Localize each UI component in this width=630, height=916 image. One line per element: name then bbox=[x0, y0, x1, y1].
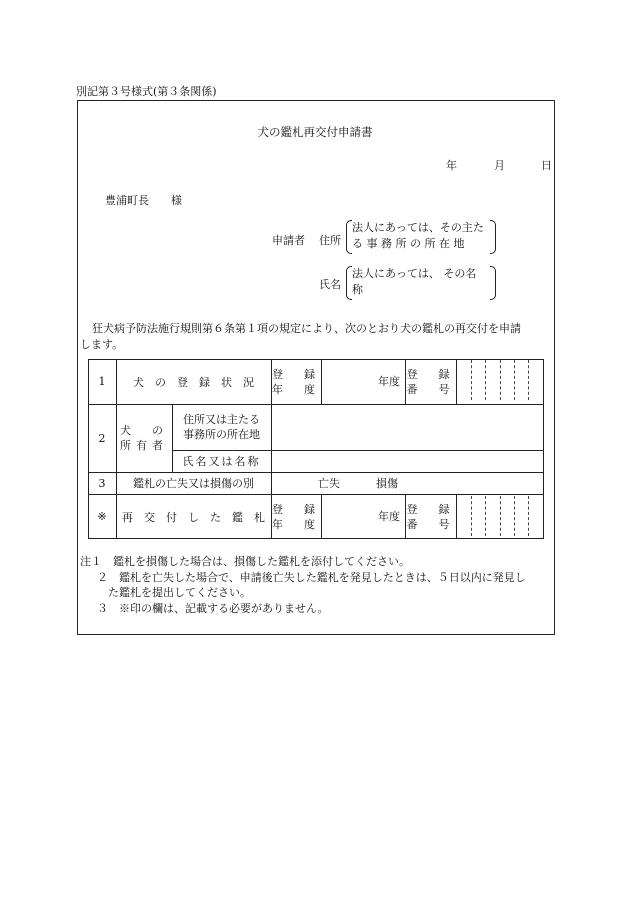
applicant-label: 申請者 bbox=[272, 234, 305, 247]
note-3: ３ ※印の欄は、記載する必要がありません。 bbox=[97, 602, 329, 615]
reg-no-dash bbox=[471, 360, 472, 400]
address-note-bracket bbox=[346, 220, 496, 254]
row2-label-2: 所有者 bbox=[120, 439, 168, 452]
table-col-divider bbox=[321, 359, 322, 404]
applicant-address-label: 住所 bbox=[319, 234, 341, 247]
row1-reg-year-label-1: 登 録 bbox=[272, 367, 320, 381]
table-col-divider bbox=[456, 359, 457, 404]
row4-mark: ※ bbox=[97, 510, 107, 523]
row1-reg-no-label-1: 登 録 bbox=[406, 367, 455, 381]
row1-year-unit: 年度 bbox=[378, 375, 400, 388]
row4-reg-no-header bbox=[405, 494, 456, 539]
row2-label-1: 犬 の bbox=[120, 424, 168, 437]
name-note-line1: 法人にあっては、 その名 bbox=[352, 267, 477, 280]
table-col-divider bbox=[271, 472, 272, 494]
body-text-line1: 狂犬病予防法施行規則第６条第１項の規定により、次のとおり犬の鑑札の再交付を申請 bbox=[92, 322, 521, 335]
table-col-divider bbox=[321, 494, 322, 539]
row4-reg-year-label-2: 年 度 bbox=[272, 517, 320, 531]
note-1: 注１ 鑑札を損傷した場合は、損傷した鑑札を添付してください。 bbox=[80, 555, 410, 568]
form-caption: 別記第３号様式(第３条関係) bbox=[76, 85, 217, 98]
reg-no-dash bbox=[500, 360, 501, 400]
applicant-name-label: 氏名 bbox=[319, 278, 341, 291]
note-2-line1: ２ 鑑札を亡失した場合で、申請後亡失した鑑札を発見したときは、５日以内に発見し bbox=[97, 571, 526, 584]
reg-no-dash bbox=[471, 496, 472, 536]
owner-name-header: 氏名又は名称 bbox=[182, 455, 261, 468]
row1-reg-no-label-2: 番 号 bbox=[406, 382, 455, 396]
row3-label: 鑑札の亡失又は損傷の別 bbox=[133, 477, 254, 490]
reg-no-dash bbox=[485, 360, 486, 400]
name-note-line2: 称 bbox=[352, 283, 363, 296]
body-text-line2: します。 bbox=[80, 338, 124, 351]
note-2-line2: た鑑札を提出してください。 bbox=[108, 586, 251, 599]
row2-label bbox=[116, 404, 172, 472]
owner-address-label-1: 住所又は主たる bbox=[183, 413, 260, 426]
row4-reg-year-label-1: 登 録 bbox=[272, 502, 320, 516]
row1-reg-year-label-2: 年 度 bbox=[272, 382, 320, 396]
reg-no-dash bbox=[528, 360, 529, 400]
row4-reg-no-label-1: 登 録 bbox=[406, 502, 455, 516]
date-year-label: 年 bbox=[446, 159, 457, 172]
name-note-bracket bbox=[346, 266, 496, 300]
row1-number: 1 bbox=[98, 375, 106, 388]
address-note-line2: る 事 務 所 の 所 在 地 bbox=[352, 237, 465, 250]
address-note-line1: 法人にあっては、その主た bbox=[352, 221, 484, 234]
addressee: 豊浦町長 様 bbox=[105, 194, 182, 207]
option-lost[interactable]: 亡失 bbox=[318, 477, 340, 490]
row4-reg-year-header bbox=[271, 494, 321, 539]
form-title: 犬の鑑札再交付申請書 bbox=[257, 125, 373, 139]
owner-address-header bbox=[172, 404, 271, 450]
reg-no-dash bbox=[500, 496, 501, 536]
reg-no-dash bbox=[528, 496, 529, 536]
row2-number: 2 bbox=[98, 431, 106, 445]
reg-no-dash bbox=[514, 496, 515, 536]
row4-year-unit: 年度 bbox=[378, 510, 400, 523]
row4-label: 再 交 付 し た 鑑 札 bbox=[122, 510, 265, 524]
reg-no-dash bbox=[485, 496, 486, 536]
date-day-label: 日 bbox=[541, 159, 552, 172]
row1-reg-year-header bbox=[271, 359, 321, 404]
row4-reg-no-label-2: 番 号 bbox=[406, 517, 455, 531]
option-damaged[interactable]: 損傷 bbox=[376, 477, 398, 490]
row1-label: 犬 の 登 録 状 況 bbox=[133, 375, 254, 389]
owner-address-label-2: 事務所の所在地 bbox=[183, 428, 260, 441]
date-month-label: 月 bbox=[494, 159, 505, 172]
row1-reg-no-header bbox=[405, 359, 456, 404]
row3-number: 3 bbox=[98, 476, 106, 490]
table-col-divider bbox=[271, 404, 272, 472]
reg-no-dash bbox=[514, 360, 515, 400]
table-col-divider bbox=[456, 494, 457, 539]
